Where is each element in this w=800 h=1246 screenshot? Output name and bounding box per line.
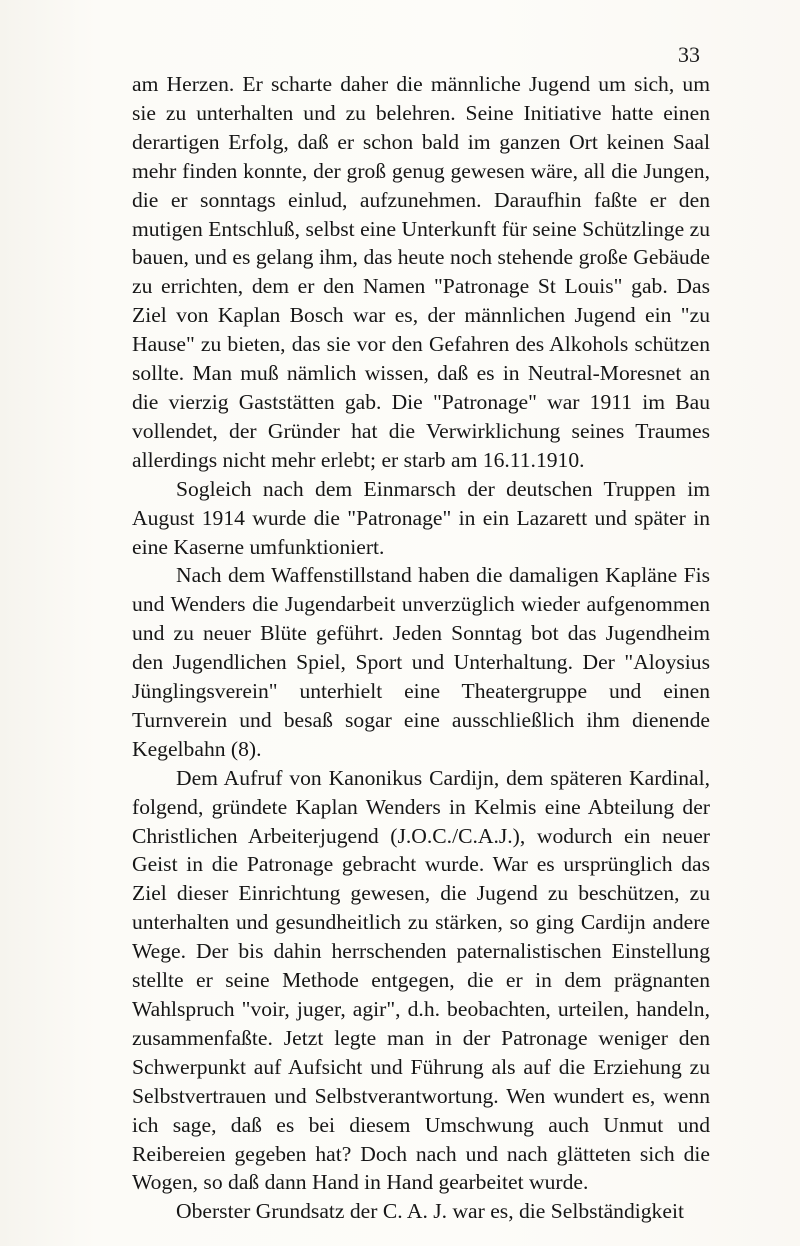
paragraph-4: Dem Aufruf von Kanonikus Cardijn, dem späteren Kardinal, folgend, gründete Kaplan Wenders in Kelmis eine Abteilung der Christlichen Arbeiterjugend (J.O.C./C.A.J.), wodurch ein neuer Geist in die Patronage gebracht wurde. War es ursprünglich das Ziel dieser Einrichtung gewesen, die Jugend zu beschützen, zu unterhalten und gesundheitlich zu stärken, so ging Cardijn andere Wege. Der bis dahin herrschenden paternalistischen Einstellung stellte er seine Methode entgegen, die er in dem prägnanten Wahlspruch "voir, juger, agir", d.h. beobachten, urteilen, handeln, zusammenfaßte. Jetzt legte man in der Patronage weniger den Schwerpunkt auf Aufsicht und Führung als auf die Erziehung zu Selbstvertrauen und Selbstverantwortung. Wen wundert es, wenn ich sage, daß es bei diesem Umschwung auch Unmut und Reibereien gegeben hat? Doch nach und nach glätteten sich die Wogen, so daß dann Hand in Hand gearbeitet wurde. (132, 765, 710, 1195)
paragraph-1: am Herzen. Er scharte daher die männliche Jugend um sich, um sie zu unterhalten und zu belehren. Seine Initiative hatte einen derartigen Erfolg, daß er schon bald im ganzen Ort keinen Saal mehr finden konnte, der groß genug gewesen wäre, all die Jungen, die er sonntags einlud, aufzunehmen. Daraufhin faßte er den mutigen Entschluß, selbst eine Unterkunft für seine Schützlinge zu bauen, und es gelang ihm, das heute noch stehende große Gebäude zu errichten, dem er den Namen "Patronage St Louis" gab. Das Ziel von Kaplan Bosch war es, der männlichen Jugend ein "zu Hause" zu bieten, das sie vor den Gefahren des Alkohols schützen sollte. Man muß nämlich wissen, daß es in Neutral-Moresnet an die vierzig Gaststätten gab. Die "Patronage" war 1911 im Bau vollendet, der Gründer hat die Verwirklichung seines Traumes allerdings nicht mehr erlebt; er starb am 16.11.1910. (132, 72, 710, 472)
page-number: 33 (678, 42, 700, 67)
paragraph-5: Oberster Grundsatz der C. A. J. war es, die Selbständigkeit (176, 1199, 684, 1224)
paragraph-3: Nach dem Waffenstillstand haben die damaligen Kapläne Fis und Wenders die Jugendarbeit unverzüglich wieder aufgenommen und zu neuer Blüte geführt. Jeden Sonntag bot das Jugendheim den Jugendlichen Spiel, Sport und Unterhaltung. Der "Aloysius Jünglingsverein" unterhielt eine Theatergruppe und einen Turnverein und besaß sogar eine ausschließlich ihm dienende Kegelbahn (8). (132, 563, 710, 761)
paragraph-2: Sogleich nach dem Einmarsch der deutschen Truppen im August 1914 wurde die "Patronage" in ein Lazarett und später in eine Kaserne umfunktioniert. (132, 476, 710, 559)
body-text (132, 70, 710, 1226)
